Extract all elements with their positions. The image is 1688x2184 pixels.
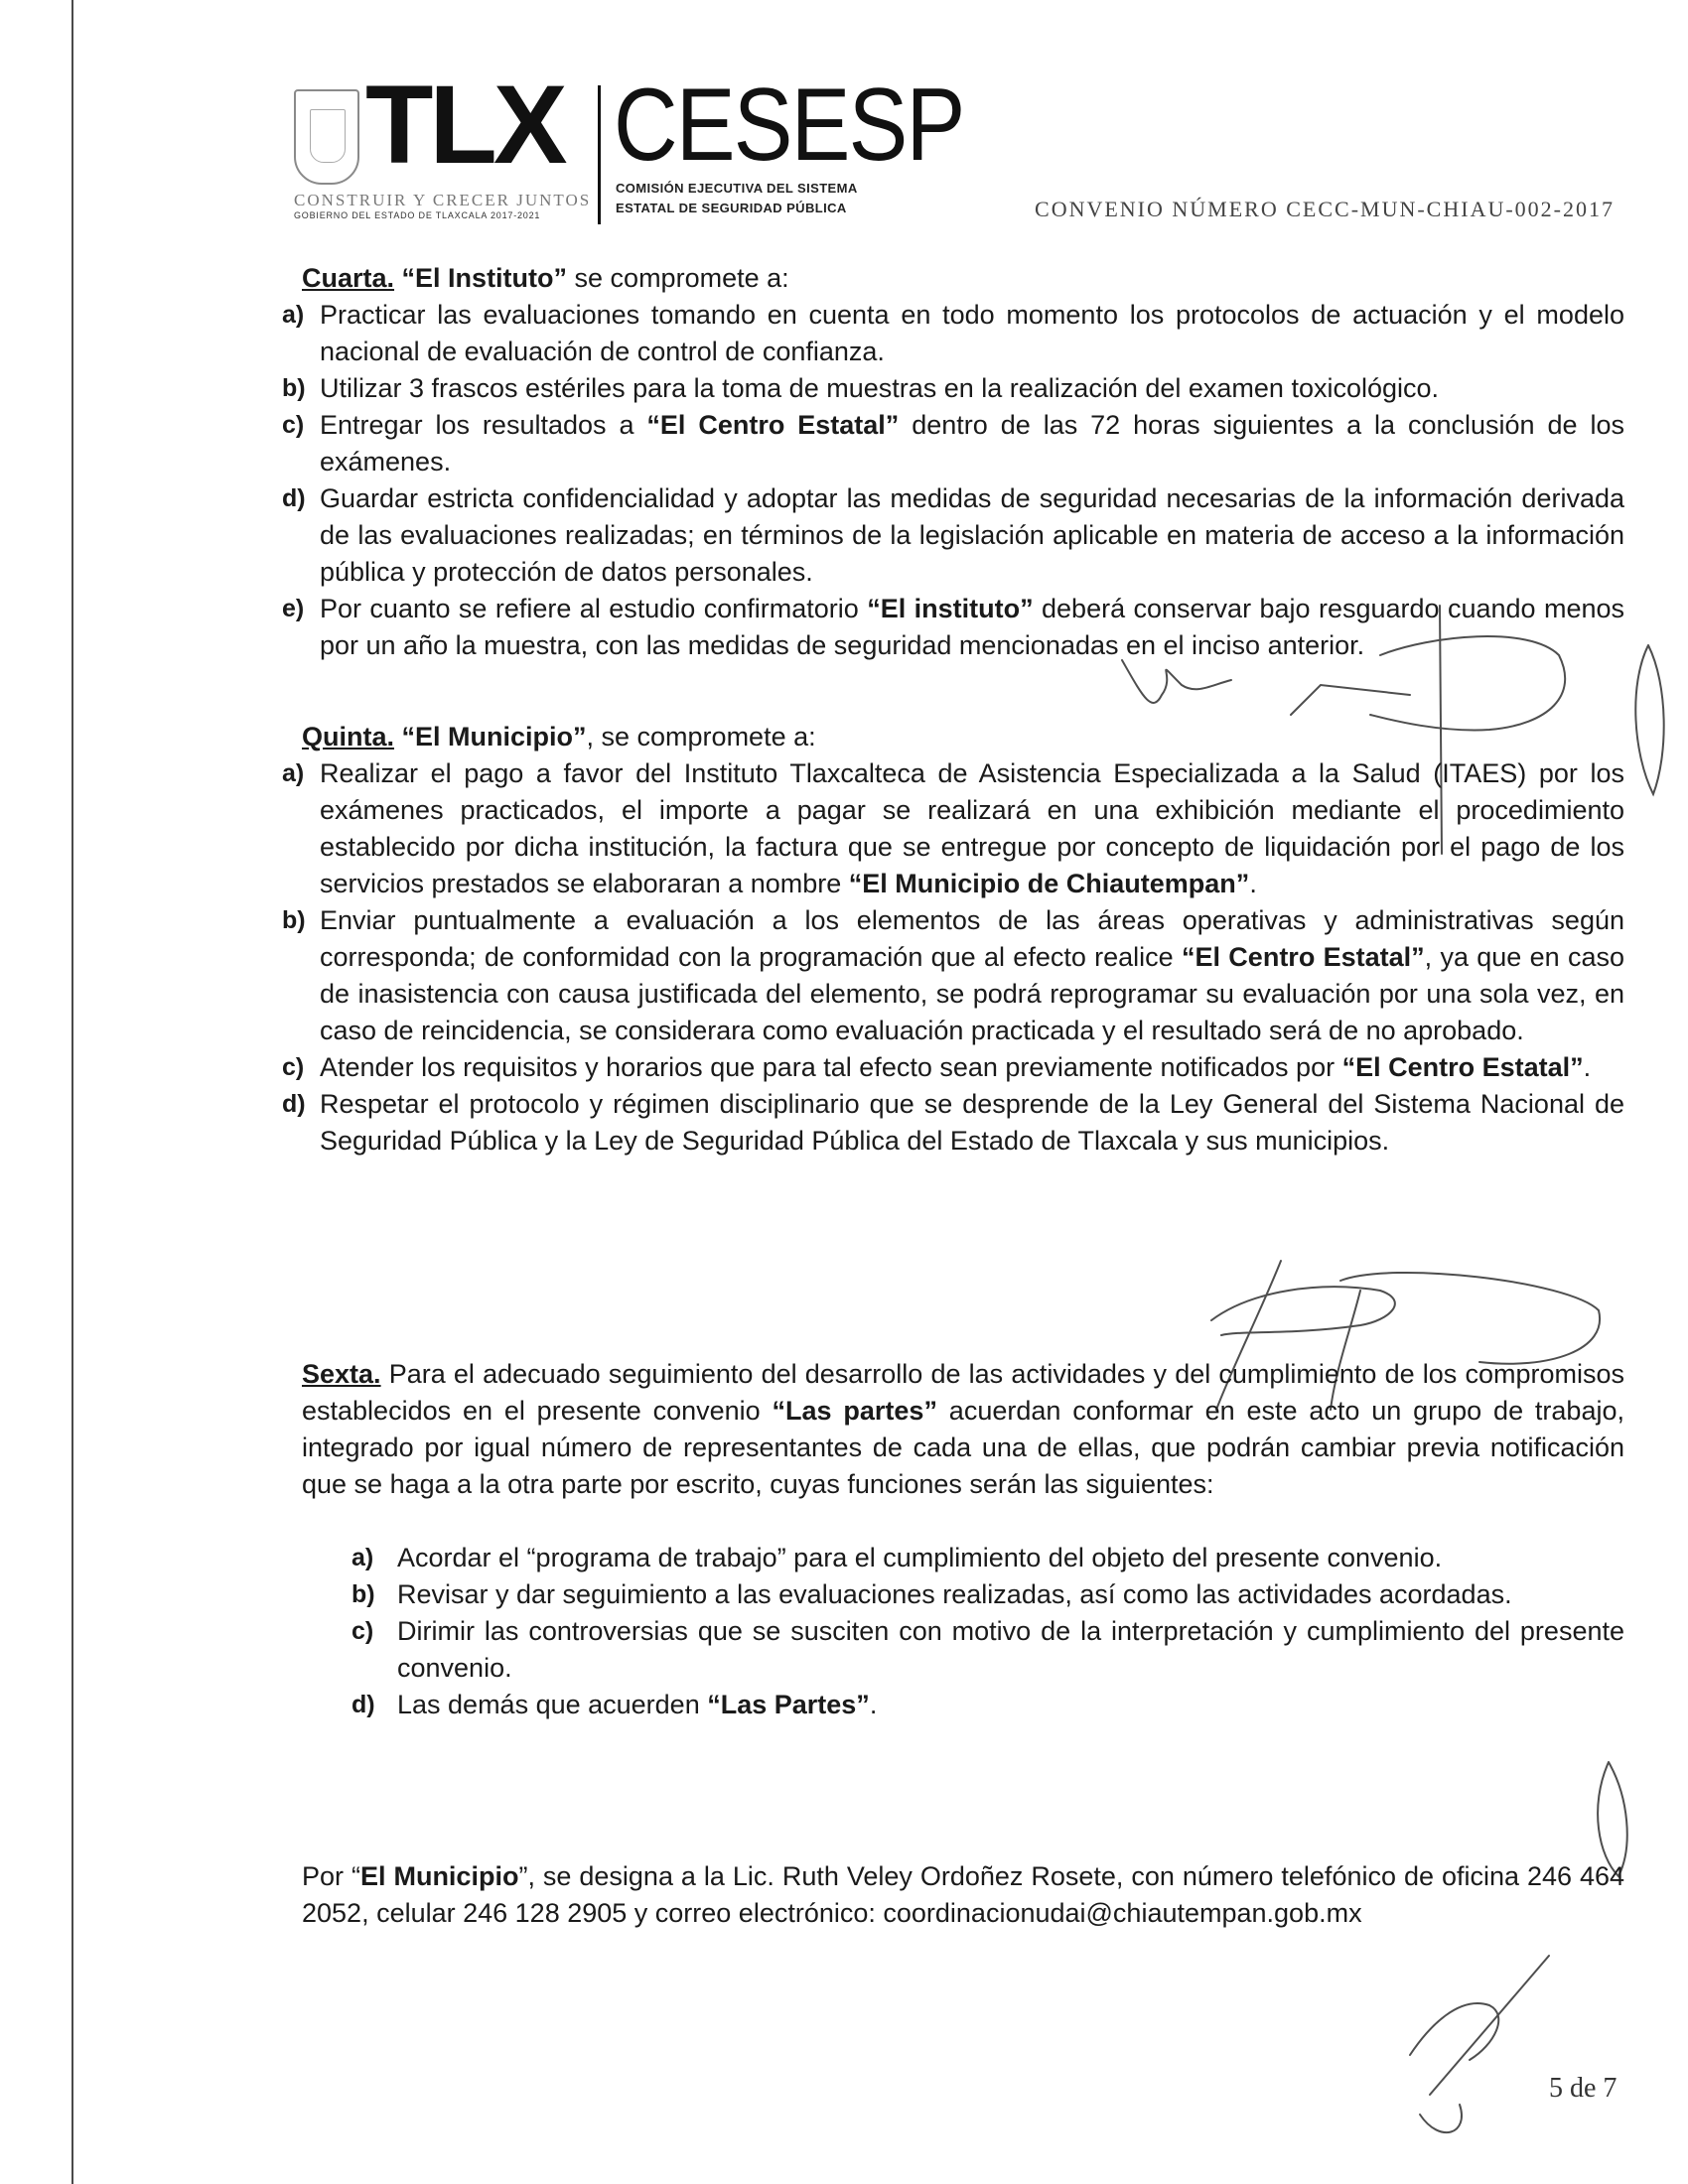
- item-text: Atender los requisitos y horarios que para tal efecto sean previamente notificados por “El Centro Estatal”.: [320, 1052, 1592, 1082]
- list-item: [282, 1086, 1624, 1160]
- item-text: Entregar los resultados a “El Centro Estatal” dentro de las 72 horas siguientes a la conclusión de los exámenes.: [320, 410, 1624, 477]
- cesesp-subtitle-2: ESTATAL DE SEGURIDAD PÚBLICA: [616, 201, 847, 215]
- cesesp-logo: CESESP: [614, 68, 964, 183]
- clause-subject: “El Instituto”: [401, 263, 568, 293]
- item-label: c): [282, 411, 305, 439]
- list-item: [282, 407, 1624, 480]
- item-text: Revisar y dar seguimiento a las evaluaciones realizadas, así como las actividades acordadas.: [397, 1579, 1512, 1609]
- list-item: [282, 480, 1624, 591]
- clause-heading: [302, 719, 1624, 755]
- clause-title: Cuarta.: [302, 263, 395, 293]
- signature-mark: [1635, 645, 1663, 794]
- item-label: e): [282, 595, 305, 622]
- item-label: a): [352, 1544, 374, 1571]
- item-text: Respetar el protocolo y régimen disciplinario que se desprende de la Ley General del Sistema Nacional de Seguridad Pública y la Ley de Seguridad Pública del Estado de Tlaxcala y sus municipios.: [320, 1089, 1624, 1156]
- letterhead: [294, 63, 1615, 232]
- item-label: c): [282, 1053, 305, 1081]
- signature-mark: [1340, 1273, 1600, 1364]
- item-label: d): [352, 1691, 375, 1718]
- clause-cuarta: [282, 260, 1624, 664]
- item-text: Utilizar 3 frascos estériles para la toma de muestras en la realización del examen toxicológico.: [320, 373, 1440, 403]
- signature-mark: [1211, 1287, 1395, 1335]
- clause-quinta: [282, 719, 1624, 1160]
- item-label: d): [282, 484, 306, 512]
- signature-mark: [1291, 685, 1410, 715]
- clause-title: Sexta.: [302, 1359, 381, 1389]
- item-text: Las demás que acuerden “Las Partes”.: [397, 1690, 878, 1719]
- list-item: [282, 370, 1624, 407]
- item-label: b): [282, 374, 306, 402]
- cesesp-subtitle-1: COMISIÓN EJECUTIVA DEL SISTEMA: [616, 181, 858, 196]
- clause-subject: “El Municipio”: [401, 722, 587, 751]
- item-label: a): [282, 301, 305, 329]
- functions-list: [302, 1540, 1624, 1723]
- list-item: [302, 1540, 1624, 1576]
- signature-mark: [1122, 660, 1231, 703]
- item-text: Enviar puntualmente a evaluación a los elementos de las áreas operativas y administrativas según corresponda; de conformidad con la programación que al efecto realice “El Centro Estatal”, ya que en caso de inasistencia con causa justificada del elemento, se podrá reprogramar su evaluación por una sola vez, en caso de reincidencia, se considerara como evaluación practicada y el resultado será de no aprobado.: [320, 905, 1624, 1045]
- item-label: a): [282, 759, 305, 787]
- tlx-logo: TLX: [365, 63, 564, 187]
- item-label: d): [282, 1090, 306, 1118]
- item-label: b): [352, 1580, 375, 1608]
- clause-title: Quinta.: [302, 722, 394, 751]
- contact-paragraph: Por “El Municipio”, se designa a la Lic. Ruth Veley Ordoñez Rosete, con número telefónico de oficina 246 464 2052, celular 246 128 2905 y correo electrónico: coordinacionudai@chiautempan.gob.mx: [302, 1861, 1625, 1928]
- clause-intro: se compromete a:: [567, 263, 789, 293]
- state-seal-icon: [294, 89, 359, 185]
- item-text: Por cuanto se refiere al estudio confirmatorio “El instituto” deberá conservar bajo resguardo cuando menos por un año la muestra, con las medidas de seguridad mencionadas en el inciso anterior.: [320, 594, 1624, 660]
- signature-mark: [1430, 1956, 1549, 2095]
- tlx-tagline: CONSTRUIR Y CRECER JUNTOS: [294, 191, 592, 209]
- list-item: [302, 1687, 1624, 1723]
- item-text: Guardar estricta confidencialidad y adoptar las medidas de seguridad necesarias de la información derivada de las evaluaciones realizadas; en términos de la legislación aplicable en materia de acceso a la información pública y protección de datos personales.: [320, 483, 1624, 587]
- list-item: [282, 1049, 1624, 1086]
- document-number: CONVENIO NÚMERO CECC-MUN-CHIAU-002-2017: [1035, 197, 1615, 221]
- item-label: b): [282, 906, 306, 934]
- item-text: Practicar las evaluaciones tomando en cuenta en todo momento los protocolos de actuación y el modelo nacional de evaluación de control de confianza.: [320, 300, 1624, 366]
- list-item: [282, 755, 1624, 902]
- clause-paragraph: Sexta. Para el adecuado seguimiento del desarrollo de las actividades y del cumplimiento de los compromisos establecidos en el presente convenio “Las partes” acuerdan conformar en este acto un grupo de trabajo, integrado por igual número de representantes de cada una de ellas, que podrán cambiar previa notificación que se haga a la otra parte por escrito, cuyas funciones serán las siguientes:: [302, 1359, 1624, 1499]
- list-item: [282, 297, 1624, 370]
- signature-mark: [1410, 2003, 1498, 2060]
- clause-heading: [302, 260, 1624, 297]
- item-text: Realizar el pago a favor del Instituto Tlaxcalteca de Asistencia Especializada a la Salud (ITAES) por los exámenes practicados, el importe a pagar se realizará en una exhibición mediante el procedimiento establecido por dicha institución, la factura que se entregue por concepto de liquidación por el pago de los servicios prestados se elaboraran a nombre “El Municipio de Chiautempan”.: [320, 758, 1624, 898]
- item-text: Dirimir las controversias que se susciten con motivo de la interpretación y cumplimiento del presente convenio.: [397, 1616, 1624, 1683]
- page-number: 5 de 7: [1549, 2073, 1618, 2104]
- list-item: [282, 591, 1624, 664]
- clause-intro: , se compromete a:: [586, 722, 816, 751]
- signature-mark: [1420, 2105, 1462, 2132]
- item-label: c): [352, 1617, 374, 1645]
- list-item: [302, 1576, 1624, 1613]
- list-item: [282, 902, 1624, 1049]
- scan-edge: [71, 0, 73, 2184]
- clause-sexta: [302, 1356, 1624, 1723]
- logo-divider: [598, 85, 601, 224]
- list-item: [302, 1613, 1624, 1687]
- tlx-government: GOBIERNO DEL ESTADO DE TLAXCALA 2017-2021: [294, 210, 541, 220]
- item-text: Acordar el “programa de trabajo” para el cumplimiento del objeto del presente convenio.: [397, 1543, 1443, 1572]
